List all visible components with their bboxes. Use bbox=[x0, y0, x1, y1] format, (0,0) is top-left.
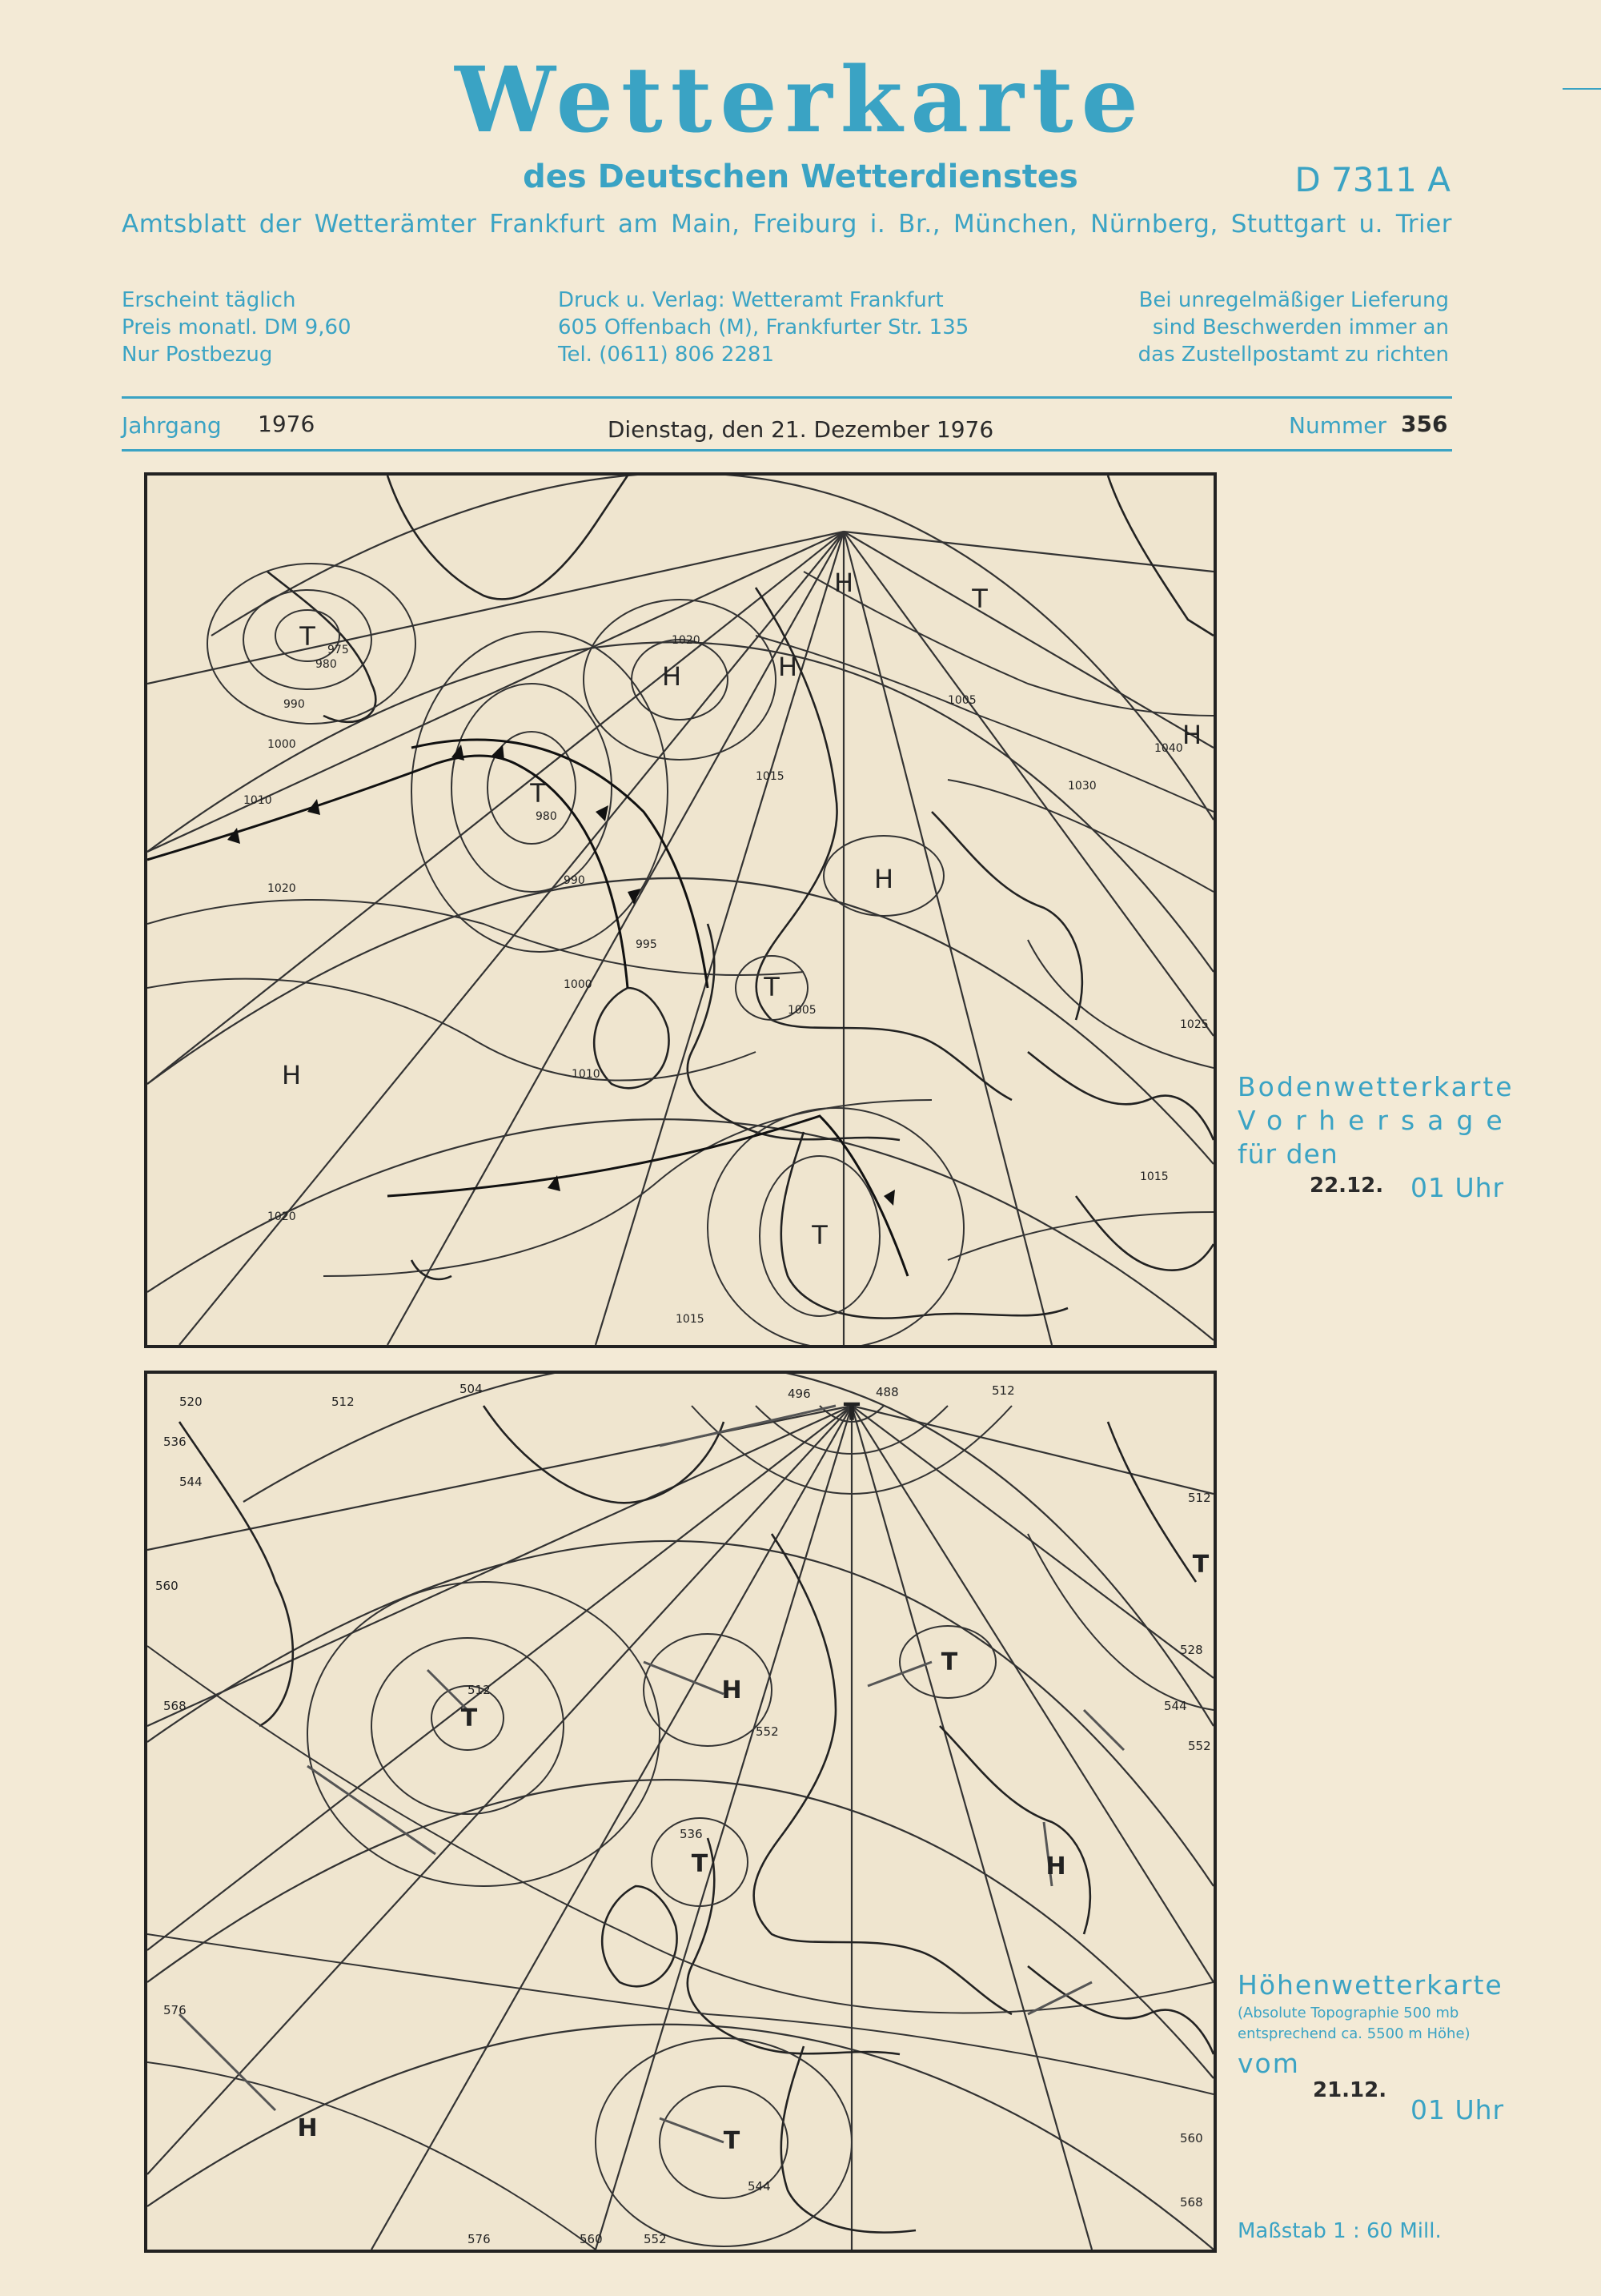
surface-isobar-label: 990 bbox=[283, 698, 305, 711]
upper-contour-label: 560 bbox=[580, 2232, 603, 2246]
surface-isobar-label: 1030 bbox=[1068, 780, 1097, 793]
upper-label-t-east: T bbox=[1192, 1551, 1210, 1579]
upper-label-h-russia: H bbox=[1045, 1852, 1066, 1881]
surface-isobar-label: 1025 bbox=[1180, 1018, 1209, 1031]
surface-isobar-label: 1005 bbox=[788, 1004, 817, 1017]
upper-label-t-britain: T bbox=[691, 1850, 708, 1878]
upper-contour-label: 512 bbox=[992, 1383, 1015, 1398]
surface-label-h-norway: H bbox=[661, 661, 682, 692]
header-rule-top bbox=[122, 396, 1452, 399]
upper-label-t-med: T bbox=[723, 2127, 740, 2155]
surface-isobar-label: 1020 bbox=[267, 882, 296, 895]
surface-label-t-scandinavia: T bbox=[972, 584, 988, 614]
surface-isobar-label: 1010 bbox=[572, 1068, 600, 1081]
issue-date: Dienstag, den 21. Dezember 1976 bbox=[607, 416, 994, 443]
jahrgang-label: Jahrgang bbox=[122, 412, 222, 439]
upper-map-date: 21.12. bbox=[1313, 2078, 1387, 2102]
upper-contour-label: 576 bbox=[163, 2003, 187, 2017]
info-middle-line: Tel. (0611) 806 2281 bbox=[558, 343, 774, 367]
upper-label-t-scandinavia: T bbox=[941, 1648, 958, 1676]
upper-contour-label: 568 bbox=[163, 1699, 187, 1713]
surface-label-h-russia: H bbox=[1182, 720, 1202, 750]
surface-isobar-label: 980 bbox=[315, 658, 337, 671]
amtsblatt-line: Amtsblatt der Wetterämter Frankfurt am Main, Freiburg i. Br., München, Nürnberg, Stuttgart u. Trier bbox=[122, 210, 1452, 239]
surface-isobar-label: 1020 bbox=[672, 634, 700, 647]
surface-label-h-azores: H bbox=[281, 1060, 302, 1090]
upper-contour-label: 488 bbox=[876, 1385, 899, 1399]
info-middle-line: Druck u. Verlag: Wetteramt Frankfurt bbox=[558, 288, 944, 312]
nummer-value: 356 bbox=[1401, 411, 1448, 437]
upper-contour-label: 560 bbox=[155, 1579, 179, 1593]
info-middle-line: 605 Offenbach (M), Frankfurter Str. 135 bbox=[558, 315, 969, 339]
upper-contour-label: 512 bbox=[1188, 1491, 1211, 1505]
upper-contour-label: 576 bbox=[467, 2232, 491, 2246]
surface-map-caption-title: Bodenwetterkarte bbox=[1238, 1071, 1515, 1102]
surface-label-t-northsea: T bbox=[764, 972, 780, 1002]
info-right-line: das Zustellpostamt zu richten bbox=[1138, 343, 1449, 367]
surface-label-t-med: T bbox=[812, 1220, 828, 1250]
surface-label-h-east: H bbox=[777, 652, 798, 682]
surface-isobar-label: 1015 bbox=[676, 1313, 704, 1326]
info-left-line: Erscheint täglich bbox=[122, 288, 296, 312]
page-title: Wetterkarte bbox=[455, 48, 1146, 153]
upper-contour-label: 544 bbox=[1164, 1699, 1187, 1713]
page-subtitle: des Deutschen Wetterdienstes bbox=[523, 159, 1078, 195]
surface-label-h-baltic: H bbox=[873, 864, 894, 894]
surface-isobar-label: 1015 bbox=[1140, 1170, 1169, 1183]
upper-contour-label: 560 bbox=[1180, 2131, 1203, 2145]
upper-map-time: 01 Uhr bbox=[1410, 2094, 1505, 2125]
upper-map-caption-from: vom bbox=[1238, 2048, 1300, 2079]
upper-map-caption-title: Höhenwetterkarte bbox=[1238, 1969, 1503, 2001]
surface-map-caption-for: für den bbox=[1238, 1138, 1338, 1170]
upper-contour-label: 552 bbox=[1188, 1739, 1211, 1753]
upper-contour-label: 544 bbox=[748, 2179, 771, 2194]
surface-isobar-label: 990 bbox=[564, 874, 585, 887]
upper-contour-label: 536 bbox=[680, 1827, 703, 1841]
jahrgang-value: 1976 bbox=[258, 411, 315, 437]
upper-contour-label: 552 bbox=[644, 2232, 667, 2246]
info-left-line: Nur Postbezug bbox=[122, 343, 273, 367]
upper-air-map-svg bbox=[147, 1374, 1214, 2250]
surface-isobar-label: 1040 bbox=[1154, 742, 1183, 755]
upper-contour-label: 568 bbox=[1180, 2195, 1203, 2210]
upper-contour-label: 512 bbox=[467, 1683, 491, 1697]
surface-weather-map bbox=[144, 472, 1217, 1348]
upper-contour-label: 512 bbox=[331, 1395, 355, 1409]
upper-contour-label: 504 bbox=[459, 1382, 483, 1396]
info-left-line: Preis monatl. DM 9,60 bbox=[122, 315, 351, 339]
surface-isobar-label: 1015 bbox=[756, 770, 784, 783]
surface-isobar-label: 995 bbox=[636, 938, 657, 951]
map-scale: Maßstab 1 : 60 Mill. bbox=[1238, 2219, 1442, 2243]
info-right bbox=[1135, 287, 1449, 368]
surface-map-date: 22.12. bbox=[1310, 1174, 1384, 1198]
surface-map-svg bbox=[147, 476, 1214, 1345]
header-rule-bottom bbox=[122, 449, 1452, 452]
surface-isobar-label: 1010 bbox=[243, 794, 272, 807]
surface-label-t-iceland: T bbox=[299, 621, 315, 652]
surface-isobar-label: 1005 bbox=[948, 694, 977, 707]
surface-isobar-label: 1000 bbox=[564, 978, 592, 991]
upper-contour-label: 496 bbox=[788, 1387, 811, 1401]
upper-contour-label: 528 bbox=[1180, 1643, 1203, 1657]
upper-label-t-atlantic: T bbox=[460, 1704, 478, 1732]
surface-map-caption-forecast: Vorhersage bbox=[1238, 1105, 1515, 1136]
upper-map-caption-subtitle: (Absolute Topographie 500 mb entsprechend ca. 5500 m Höhe) bbox=[1238, 2005, 1471, 2042]
upper-contour-label: 536 bbox=[163, 1435, 187, 1449]
info-right-line: Bei unregelmäßiger Lieferung bbox=[1138, 288, 1449, 312]
info-right-line: sind Beschwerden immer an bbox=[1152, 315, 1449, 339]
upper-label-h-norway: H bbox=[721, 1676, 742, 1704]
upper-label-h-azores: H bbox=[297, 2114, 318, 2142]
surface-label-h-greenland: H bbox=[833, 568, 854, 598]
surface-map-time: 01 Uhr bbox=[1410, 1172, 1505, 1203]
surface-isobar-label: 980 bbox=[536, 810, 557, 823]
surface-isobar-label: 975 bbox=[327, 644, 349, 656]
upper-contour-label: 552 bbox=[756, 1724, 779, 1739]
upper-air-map bbox=[144, 1371, 1217, 2253]
publication-code: D 7311 A bbox=[1294, 160, 1451, 199]
upper-label-t-pole: T bbox=[843, 1399, 861, 1427]
surface-isobar-label: 1020 bbox=[267, 1210, 296, 1223]
surface-label-t-atlantic: T bbox=[530, 778, 546, 809]
surface-isobar-label: 1000 bbox=[267, 738, 296, 751]
upper-contour-label: 520 bbox=[179, 1395, 203, 1409]
info-middle bbox=[558, 287, 1038, 368]
upper-contour-label: 544 bbox=[179, 1475, 203, 1489]
info-left bbox=[122, 287, 538, 368]
nummer-label: Nummer bbox=[1289, 412, 1386, 439]
